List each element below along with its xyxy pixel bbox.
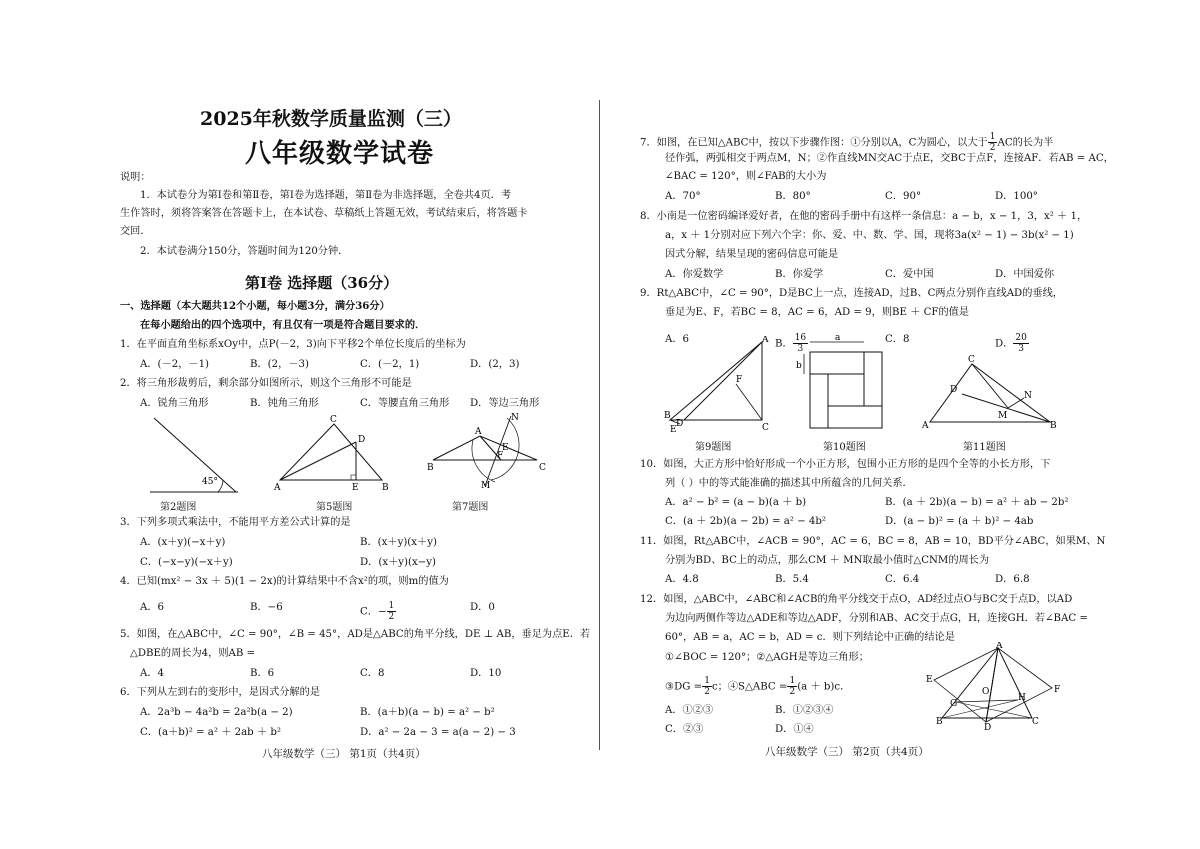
svg-text:C: C xyxy=(539,463,546,473)
svg-text:A: A xyxy=(996,642,1003,651)
q8-option-c: C．爱中国 xyxy=(885,269,934,280)
svg-text:B: B xyxy=(427,463,434,473)
question-9-line2: 垂足为E、F，若BC = 8，AC = 6，AD = 9，则BE ＋ CF的值是 xyxy=(665,307,970,318)
q9-option-c: C．8 xyxy=(885,334,910,345)
page-divider xyxy=(599,100,600,750)
figure-5 xyxy=(270,412,400,492)
figure-7-caption: 第7题图 xyxy=(452,502,489,513)
question-12-line2: 为边向两侧作等边△ADE和等边△ADF，分别和AB、AC交于点G，H，连接GH．若∠BAC = xyxy=(665,613,1088,624)
q10-option-c: C．(a ＋ 2b)(a − 2b) = a² − 4b² xyxy=(665,516,826,527)
figure-12 xyxy=(922,642,1062,732)
figure-9 xyxy=(662,336,772,436)
q1-option-b: B．(2，－3) xyxy=(250,359,309,370)
q9-option-a: A．6 xyxy=(665,334,690,345)
figure-5-caption: 第5题图 xyxy=(316,502,353,513)
q2-option-d: D．等边三角形 xyxy=(470,398,540,409)
q10-option-d: D．(a − b)² = (a ＋ b)² − 4ab xyxy=(885,516,1034,527)
svg-text:F: F xyxy=(497,451,504,461)
q12-fraction-2: $\frac{1}{2}$ xyxy=(789,676,796,697)
question-11-line2: 分别为BD、BC上的动点，那么CM ＋ MN取最小值时△CNM的周长为 xyxy=(665,555,990,566)
svg-text:D: D xyxy=(358,435,366,445)
q3-option-b: B．(x＋y)(x＋y) xyxy=(360,537,437,548)
label-a: a xyxy=(835,334,841,343)
svg-text:E: E xyxy=(352,483,359,492)
q2-option-a: A．锐角三角形 xyxy=(140,398,209,409)
q8-option-a: A．你爱数学 xyxy=(665,269,724,280)
q12-option-d: D．①④ xyxy=(775,724,814,735)
question-7-line1: 7．如图，在已知△ABC中，按以下步骤作图：①分别以A，C为圆心，以大于 $\frac{1}{2}$ AC的长为半 xyxy=(640,132,1054,153)
q3-option-d: D．(x＋y)(x−y) xyxy=(360,557,436,568)
q6-option-b: B．(a＋b)(a − b) = a² − b² xyxy=(360,707,495,718)
part1-title: 一、选择题（本大题共12个小题，每小题3分，满分36分） xyxy=(120,300,390,312)
q7-option-d: D．100° xyxy=(995,191,1038,202)
q2-option-c: C．等腰直角三角形 xyxy=(360,398,450,409)
figure-9-caption: 第9题图 xyxy=(695,442,732,453)
question-7-line2: 径作弧，两弧相交于两点M，N；②作直线MN交AC于点E，交BC于点F，连接AF．若AB = AC， xyxy=(665,153,1114,164)
question-8-line2: a，x ＋ 1分别对应下列六个字：你、爱、中、数、学、国，现将3a(x² − 1) − 3b(x² − 1) xyxy=(665,230,1074,241)
question-10-line2: 列（ ）中的等式能准确的描述其中所蕴含的几何关系． xyxy=(665,478,913,489)
figure-2 xyxy=(148,412,248,496)
note1-line1: 1．本试卷分为第Ⅰ卷和第Ⅱ卷，第Ⅰ卷为选择题，第Ⅱ卷为非选择题，全卷共4页．考 xyxy=(140,190,512,201)
question-12-line5: ③DG = $\frac{1}{2}$ c；④S△ABC = $\frac{1}{2}$ (a ＋ b)c． xyxy=(665,676,851,697)
q4-option-b: B．−6 xyxy=(250,602,283,613)
svg-text:A: A xyxy=(274,483,281,492)
question-5-line2: △DBE的周长为4，则AB = xyxy=(130,648,256,659)
q7-fraction: $\frac{1}{2}$ xyxy=(989,132,996,153)
svg-text:B: B xyxy=(1050,421,1057,431)
q1-option-a: A．(－2，－1) xyxy=(140,359,210,370)
q12-fraction-1: $\frac{1}{2}$ xyxy=(704,676,710,697)
svg-text:N: N xyxy=(1024,391,1032,401)
question-7-line3: ∠BAC = 120°，则∠FAB的大小为 xyxy=(665,171,827,182)
q3-option-c: C．(−x−y)(−x＋y) xyxy=(140,557,233,568)
question-2: 2．将三角形裁剪后，剩余部分如图所示，则这个三角形不可能是 xyxy=(120,378,412,389)
q12-option-b: B．①②③④ xyxy=(775,705,834,716)
q3-option-a: A．(x＋y)(−x＋y) xyxy=(140,537,226,548)
q9-fraction-b: $\frac{16}{3}$ xyxy=(794,333,807,354)
question-1: 1．在平面直角坐标系xOy中，点P(－2，3)向下平移2个单位长度后的坐标为 xyxy=(120,339,466,350)
question-12-line3: 60°，AB = a，AC = b，AD = c．则下列结论中正确的结论是 xyxy=(665,632,955,643)
svg-text:D: D xyxy=(676,419,684,429)
figure-2-caption: 第2题图 xyxy=(160,502,197,513)
q9-option-b: B． $\frac{16}{3}$ xyxy=(775,333,807,354)
q1-option-c: C．(－2，1) xyxy=(360,359,420,370)
figure-7 xyxy=(425,410,550,492)
note1-line2: 生作答时，须将答案答在答题卡上，在本试卷、草稿纸上答题无效，考试结束后，将答题卡 xyxy=(120,208,528,219)
question-10-line1: 10．如图，大正方形中恰好形成一个小正方形，包围小正方形的是四个全等的小长方形，下 xyxy=(640,459,1051,470)
svg-text:E: E xyxy=(670,425,677,435)
svg-text:B: B xyxy=(664,411,671,421)
question-12-line1: 12．如图，△ABC中，∠ABC和∠ACB的角平分线交于点O，AD经过点O与BC交于点D，以AD xyxy=(640,594,1073,605)
svg-text:D: D xyxy=(984,723,992,732)
q11-option-d: D．6.8 xyxy=(995,574,1030,585)
svg-text:F: F xyxy=(1054,685,1061,695)
note2: 2．本试卷满分150分，答题时间为120分钟． xyxy=(140,246,349,257)
question-3: 3．下列多项式乘法中，不能用平方差公式计算的是 xyxy=(120,517,351,528)
q6-option-d: D．a² − 2a − 3 = a(a − 2) − 3 xyxy=(360,727,516,738)
q7-option-c: C．90° xyxy=(885,191,922,202)
exam-title-line2: 八年级数学试卷 xyxy=(245,139,435,169)
svg-text:E: E xyxy=(926,675,933,685)
right-page-footer: 八年级数学（三） 第2页（共4页） xyxy=(765,746,929,758)
q2-option-b: B．钝角三角形 xyxy=(250,398,319,409)
svg-text:N: N xyxy=(511,413,519,423)
svg-text:H: H xyxy=(1018,693,1026,703)
question-9-line1: 9．Rt△ABC中，∠C = 90°，D是BC上一点，连接AD，过B、C两点分别作直线AD的垂线， xyxy=(640,288,1063,299)
question-8-line3: 因式分解，结果呈现的密码信息可能是 xyxy=(665,249,839,260)
svg-text:A: A xyxy=(922,421,929,431)
q4-option-a: A．6 xyxy=(140,602,165,613)
q4-fraction: $\frac{1}{2}$ xyxy=(388,601,395,622)
q10-option-b: B．(a ＋ 2b)(a − b) = a² ＋ ab − 2b² xyxy=(885,497,1069,508)
figure-10-caption: 第10题图 xyxy=(823,442,866,453)
svg-text:F: F xyxy=(736,375,743,385)
svg-text:A: A xyxy=(475,427,482,437)
q10-option-a: A．a² − b² = (a − b)(a ＋ b) xyxy=(665,497,807,508)
label-b: b xyxy=(796,361,802,371)
left-page-footer: 八年级数学（三） 第1页（共4页） xyxy=(262,748,426,760)
figure-11-caption: 第11题图 xyxy=(963,442,1006,453)
q11-option-c: C．6.4 xyxy=(885,574,920,585)
svg-text:B: B xyxy=(936,717,943,727)
question-11-line1: 11．如图，Rt△ABC中，∠ACB = 90°，AC = 6，BC = 8，AB = 10，BD平分∠ABC，如果M、N xyxy=(640,536,1106,547)
question-5-line1: 5．如图，在△ABC中，∠C = 90°，∠B = 45°，AD是△ABC的角平分线，DE ⊥ AB，垂足为点E．若 xyxy=(120,629,591,640)
q12-option-c: C．②③ xyxy=(665,724,704,735)
exam-title-line1: 2025年秋数学质量监测（三） xyxy=(200,108,462,130)
note1-line3: 交回． xyxy=(120,226,151,237)
question-4: 4．已知(mx² − 3x ＋ 5)(1 − 2x)的计算结果中不含x²的项，则m的值为 xyxy=(120,576,449,587)
svg-text:G: G xyxy=(950,699,958,709)
q7-option-a: A．70° xyxy=(665,191,701,202)
question-12-line4: ①∠BOC = 120°；②△AGH是等边三角形； xyxy=(665,652,869,663)
svg-text:B: B xyxy=(382,483,389,492)
svg-text:A: A xyxy=(762,336,769,345)
q12-option-a: A．①②③ xyxy=(665,705,714,716)
q9-fraction-d: $\frac{20}{3}$ xyxy=(1015,333,1027,354)
q11-option-a: A．4.8 xyxy=(665,574,699,585)
figure-11 xyxy=(920,350,1060,435)
angle-45-label: 45° xyxy=(202,477,218,487)
question-6: 6．下列从左到右的变形中，是因式分解的是 xyxy=(120,687,321,698)
q9-option-d: D． $\frac{20}{3}$ xyxy=(995,333,1027,354)
figure-10 xyxy=(790,334,890,434)
q5-option-c: C．8 xyxy=(360,668,385,679)
q5-option-b: B．6 xyxy=(250,668,275,679)
svg-text:C: C xyxy=(330,415,337,425)
q1-option-d: D．(2，3) xyxy=(470,359,520,370)
svg-text:C: C xyxy=(968,355,975,365)
q11-option-b: B．5.4 xyxy=(775,574,809,585)
q5-option-d: D．10 xyxy=(470,668,502,679)
svg-text:C: C xyxy=(1032,717,1039,727)
notes-label: 说明： xyxy=(120,172,151,183)
q7-option-b: B．80° xyxy=(775,191,811,202)
svg-text:D: D xyxy=(950,385,958,395)
section-title: 第Ⅰ卷 选择题（36分） xyxy=(245,274,399,292)
part1-subtitle: 在每小题给出的四个选项中，有且仅有一项是符合题目要求的． xyxy=(140,319,426,331)
q8-option-b: B．你爱学 xyxy=(775,269,824,280)
q8-option-d: D．中国爱你 xyxy=(995,269,1055,280)
svg-text:O: O xyxy=(982,687,990,697)
q4-option-c: C．− $\frac{1}{2}$ xyxy=(360,601,395,622)
q5-option-a: A．4 xyxy=(140,668,165,679)
svg-text:C: C xyxy=(762,423,769,433)
q6-option-a: A．2a³b − 4a²b = 2a²b(a − 2) xyxy=(140,707,293,718)
svg-text:M: M xyxy=(481,481,491,491)
question-8-line1: 8．小南是一位密码编译爱好者，在他的密码手册中有这样一条信息：a − b，x − 1，3，x² ＋ 1， xyxy=(640,211,1088,222)
q4-option-d: D．0 xyxy=(470,602,495,613)
svg-text:E: E xyxy=(502,443,509,453)
q6-option-c: C．(a＋b)² = a² ＋ 2ab ＋ b² xyxy=(140,727,281,738)
svg-text:M: M xyxy=(998,411,1008,421)
